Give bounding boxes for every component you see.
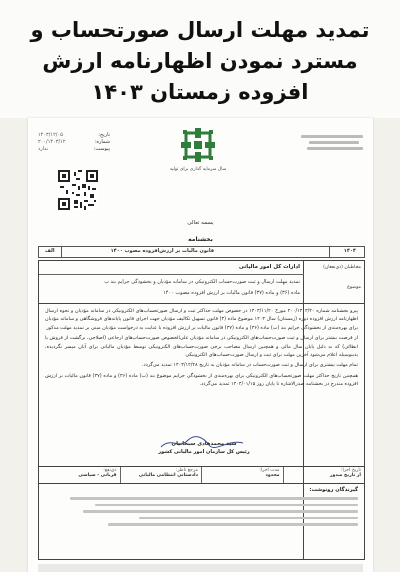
footer-cell (283, 467, 365, 483)
letter-meta (38, 132, 110, 153)
letter-body-frame (38, 260, 365, 560)
news-headline (0, 0, 400, 118)
number-value: ۲۰۰/۱۴۰۳/۱۲ (38, 139, 66, 145)
footer-cell (120, 467, 202, 483)
date-value: ۱۴۰۳/۱۲/۰۵ (38, 132, 63, 138)
ref-group: الف (45, 248, 55, 254)
addressee: ادارات کل امور مالیاتی (238, 264, 300, 270)
footer-label: ذی‌نفع: (103, 468, 117, 473)
footer-cell (39, 467, 120, 483)
footer-label: مرجع ناظر: (175, 468, 198, 473)
footer-value: محدود (265, 473, 280, 478)
attachment-label: پیوست: (93, 146, 110, 152)
ref-subject: قانون مالیات بر ارزش‌افزوده مصوب ۱۴۰۰ (110, 248, 214, 254)
signatory-title: رئیس کل سازمان امور مالیاتی کشور (158, 449, 250, 455)
footer-value: از تاریخ صدور (329, 473, 361, 478)
ref-code: ۱۴۰۴ (343, 248, 356, 254)
footer-label: مدت اجرا: (259, 468, 280, 473)
headline-line-2: مسترد نمودن اظهارنامه ارزش (42, 48, 358, 73)
slogan: سال سرمایه گذاری برای تولید (169, 167, 227, 172)
tax-organization-logo (168, 128, 228, 172)
subject-line-2: ماده (۳۶) و ماده (۳۷) قانون مالیات بر ارزش افزوده مصوب ۱۴۰۰ (163, 290, 300, 296)
footer-value: قربانی - سپاسی (78, 473, 117, 478)
footer-cell (201, 467, 283, 483)
organization-title (301, 132, 363, 153)
recipients (45, 487, 358, 530)
emblem-icon (181, 128, 215, 162)
footer-label: تاریخ اجرا: (340, 468, 361, 473)
subject-label: موضوع (347, 285, 361, 290)
audience-label: مخاطبان (ذی‌نفعان) (323, 265, 361, 270)
attachment-value: ندارد (38, 146, 49, 152)
circular-label: بخشنامه (188, 236, 213, 243)
signature-block (149, 441, 259, 455)
signatory-name: سید محمدهادی سبحانیان (171, 441, 237, 447)
circular-letter (28, 118, 373, 572)
qr-code-icon (58, 170, 98, 210)
footer-table (39, 466, 364, 484)
headline-line-1: تمدید مهلت ارسال صورتحساب و (30, 17, 370, 42)
paragraph: از فرصت بیشتر برای ارسال و ثبت صورت‌حساب‌های الکترونیکی در سامانه مؤدیان علی‌الخصوص صورت‌حساب‌های ارجاعی (اصلاحی، برگشت از فروش یا ابطالی) که به دلیل پایان سال مالی و همچنین ارسال مصاحب برخی صورت‌حساب‌های الکترونیکی توسط مؤدیان مالیاتی برای آنان میسر نگردیده، بدینوسیله اعلام می‌شود آخرین مهلت برای ثبت و ارسال صورت‌حساب‌های الکترونیکی (45, 335, 358, 359)
basmala: بسمه تعالی (187, 220, 214, 226)
subject-line-1: تمدید مهلت ارسال و ثبت صورت‌حساب الکترونیکی در سامانه مؤدیان و بخشودگی جرایم بند ب (104, 279, 300, 285)
recipients-title: گیرندگان رونوشت: (309, 487, 358, 493)
paragraph: تمام مهلت بیشتری برای ارسال و ثبت صورت‌حساب در سامانه مؤدیان به تاریخ ۱۴۰۳/۱۲/۲۸ تمدید می‌گردد. (141, 362, 358, 369)
number-label: شماره: (94, 139, 110, 145)
footer-value: دادستانی انتظامی مالیاتی (138, 473, 198, 478)
paragraph: پیرو بخشنامه شماره ۲۰۰/۱۴۰۳/۴۰ مورخ ۱۴۰۳/۱۱/۲۰ در خصوص مهلت حداکثر ثبت و ارسال صورتحساب‌های الکترونیکی در سامانه مؤدیان و نحوه ارسال اظهارنامه ارزش افزوده دوره (زمستان) سال ۱۴۰۳ موضوع ماده (۳) قانون تسهیل تکالیف مؤدیان جهت اجرای قانون پایانه‌های فروشگاهی و سامانه مؤدیان برای بهره‌مندی از بخشودگی جرایم بند (ب) ماده (۳۶) و ماده (۳۷) قانون مالیات بر ارزش افزوده با عنایت به درخواست مؤدیان مبنی بر تمدید مهلت مذکور (45, 308, 359, 331)
paragraph: همچنین تاریخ حداکثر مهلت صورتحساب‌های الکترونیکی برای بهره‌مندی از بخشودگی جرایم موضوع بند (ب) ماده (۳۶) و ماده (۳۷) قانون مالیات بر ارزش افزوده مندرج در بخشنامه صدرالاشاره تا پایان روز ۱۴۰۴/۰۱/۱۵ تمدید می‌گردد. (45, 372, 358, 388)
headline-line-3: افزوده زمستان ۱۴۰۳ (91, 79, 309, 104)
date-label: تاریخ: (98, 132, 110, 138)
signature-icon (157, 435, 247, 451)
reference-row (38, 246, 365, 258)
letter-text (45, 307, 358, 391)
